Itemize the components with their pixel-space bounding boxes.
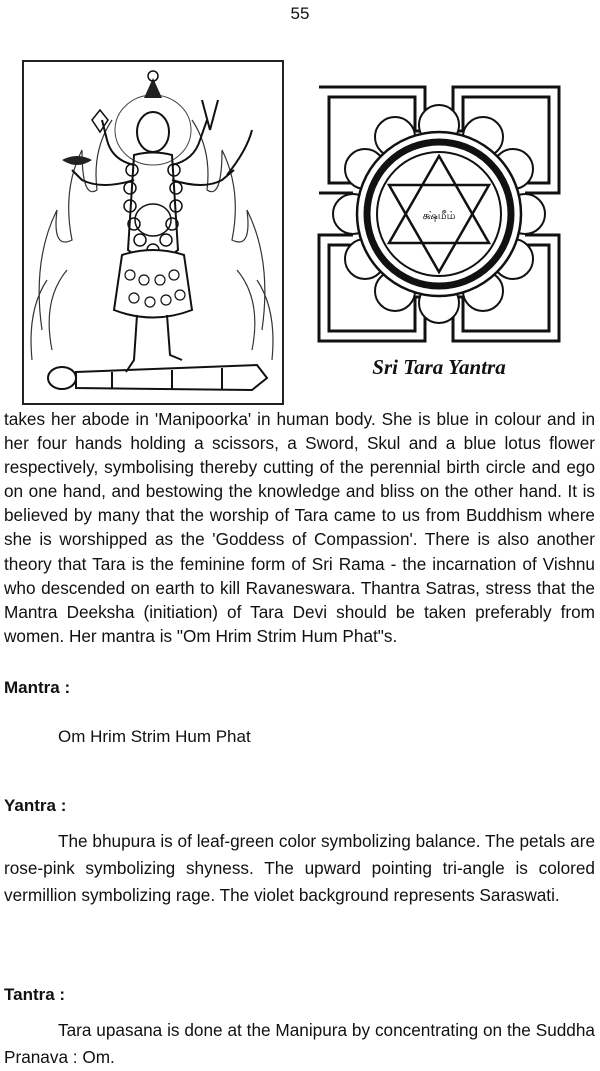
tara-deity-illustration	[22, 60, 284, 405]
page-number: 55	[290, 4, 310, 23]
mantra-text: Om Hrim Strim Hum Phat	[58, 727, 251, 746]
yantra-caption: Sri Tara Yantra	[372, 355, 506, 379]
body-paragraph: takes her abode in 'Manipoorka' in human body. She is blue in colour and in her four hands holding a scissors, a Sword, Skul and a blue lotus flower respectively, symbolising thereby cutting of the perennial birth circle and ego on one hand, and bestowing the knowledge and bliss on the other hand. It is believed by many that the worship of Tara came to us from Buddhism where she is worshipped as the 'Goddess of Compassion'. There is also another theory that Tara is the feminine form of Sri Rama - the incarnation of Vishnu who descended on earth to kill Ravaneswara. Thantra Satras, stress that the Mantra Deeksha (initiation) of Tara Devi should be taken preferably from women. Her mantra is "Om Hrim Strim Hum Phat"s.	[4, 409, 595, 646]
yantra-center-bija: க்ஷ்மீம்	[422, 209, 456, 222]
mantra-heading: Mantra :	[4, 678, 71, 697]
yantra-description: The bhupura is of leaf-green color symbolizing balance. The petals are rose-pink symbolizing shyness. The upward pointing tri-angle is colored vermillion symbolizing rage. The violet background represents Saraswati.	[4, 831, 595, 905]
yantra-heading: Yantra :	[4, 796, 67, 815]
tantra-description: Tara upasana is done at the Manipura by concentrating on the Suddha Pranava : Om.	[4, 1020, 595, 1067]
tantra-heading: Tantra :	[4, 985, 66, 1004]
sri-tara-yantra-diagram	[315, 83, 563, 345]
